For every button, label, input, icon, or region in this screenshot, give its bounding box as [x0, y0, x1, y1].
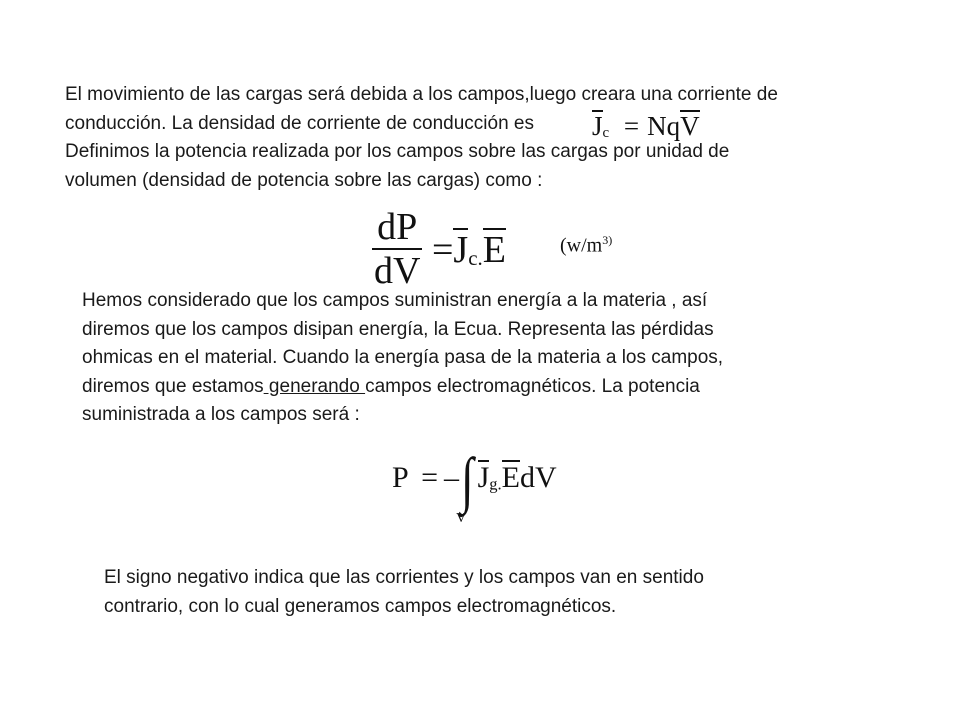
subscript-c: c	[602, 125, 610, 142]
underlined-word: generando	[263, 375, 366, 397]
symbol-e: E	[482, 229, 506, 272]
text-line: suministrada a los campos será :	[82, 404, 360, 425]
fraction-dp-dv	[372, 208, 422, 290]
equals-sign: =	[431, 229, 454, 272]
dot-operator: .	[477, 246, 483, 271]
subscript-c: c	[468, 246, 478, 271]
symbol-j: J	[592, 111, 603, 141]
power-density-rhs	[431, 228, 506, 272]
text-line: ohmicas en el material. Cuando la energía pasa de la materia a los campos,	[82, 347, 724, 368]
units-base: (w/m	[560, 234, 603, 257]
subscript-g: g	[489, 474, 498, 494]
symbol-j: J	[453, 229, 469, 272]
vector-j	[478, 460, 490, 493]
text-line: El movimiento de las cargas será debida a los campos,luego creara una corriente de	[65, 84, 778, 105]
current-density-equation	[592, 110, 700, 141]
symbol-j: J	[477, 460, 490, 494]
vector-j	[592, 110, 603, 140]
supplied-power-equation	[392, 444, 557, 526]
dissipation-paragraph	[82, 287, 723, 430]
conclusion-paragraph	[104, 564, 704, 621]
integral-sign: ∫	[461, 444, 474, 514]
equals-sign: =	[421, 460, 438, 494]
text-line	[82, 373, 723, 402]
vector-v	[680, 110, 700, 140]
text-segment: campos electromagnéticos. La potencia	[365, 375, 700, 397]
power-density-equation	[372, 208, 506, 290]
units-label	[560, 233, 612, 258]
dot-operator: .	[497, 474, 502, 494]
symbol-nq: Nq	[647, 111, 681, 141]
symbol-v: V	[680, 111, 700, 141]
vector-e	[482, 228, 506, 272]
integral-limit: V	[456, 511, 467, 526]
text-line: diremos que los campos disipan energía, la Ecua. Representa las pérdidas	[82, 318, 714, 340]
vector-j	[453, 228, 469, 272]
text-line: contrario, con lo cual generamos campos electromagnéticos.	[104, 595, 617, 617]
minus-sign: –	[444, 460, 459, 494]
fraction-numerator: dP	[377, 206, 418, 248]
fraction-denominator: dV	[374, 250, 421, 292]
text-line: El signo negativo indica que las corrientes y los campos van en sentido	[104, 567, 704, 588]
symbol-p: P	[392, 460, 408, 494]
text-line: conducción. La densidad de corriente de conducción es	[65, 112, 534, 134]
differential-dv: dV	[520, 460, 557, 494]
text-segment: diremos que estamos	[82, 375, 264, 397]
text-line: volumen (densidad de potencia sobre las cargas) como :	[65, 169, 543, 191]
text-line: Definimos la potencia realizada por los campos sobre las cargas por unidad de	[65, 141, 730, 162]
symbol-e: E	[501, 460, 520, 494]
text-line: Hemos considerado que los campos suministran energía a la materia , así	[82, 290, 708, 311]
units-exponent: 3)	[602, 233, 613, 247]
vector-e	[502, 460, 520, 493]
equals-sign: =	[623, 111, 640, 141]
